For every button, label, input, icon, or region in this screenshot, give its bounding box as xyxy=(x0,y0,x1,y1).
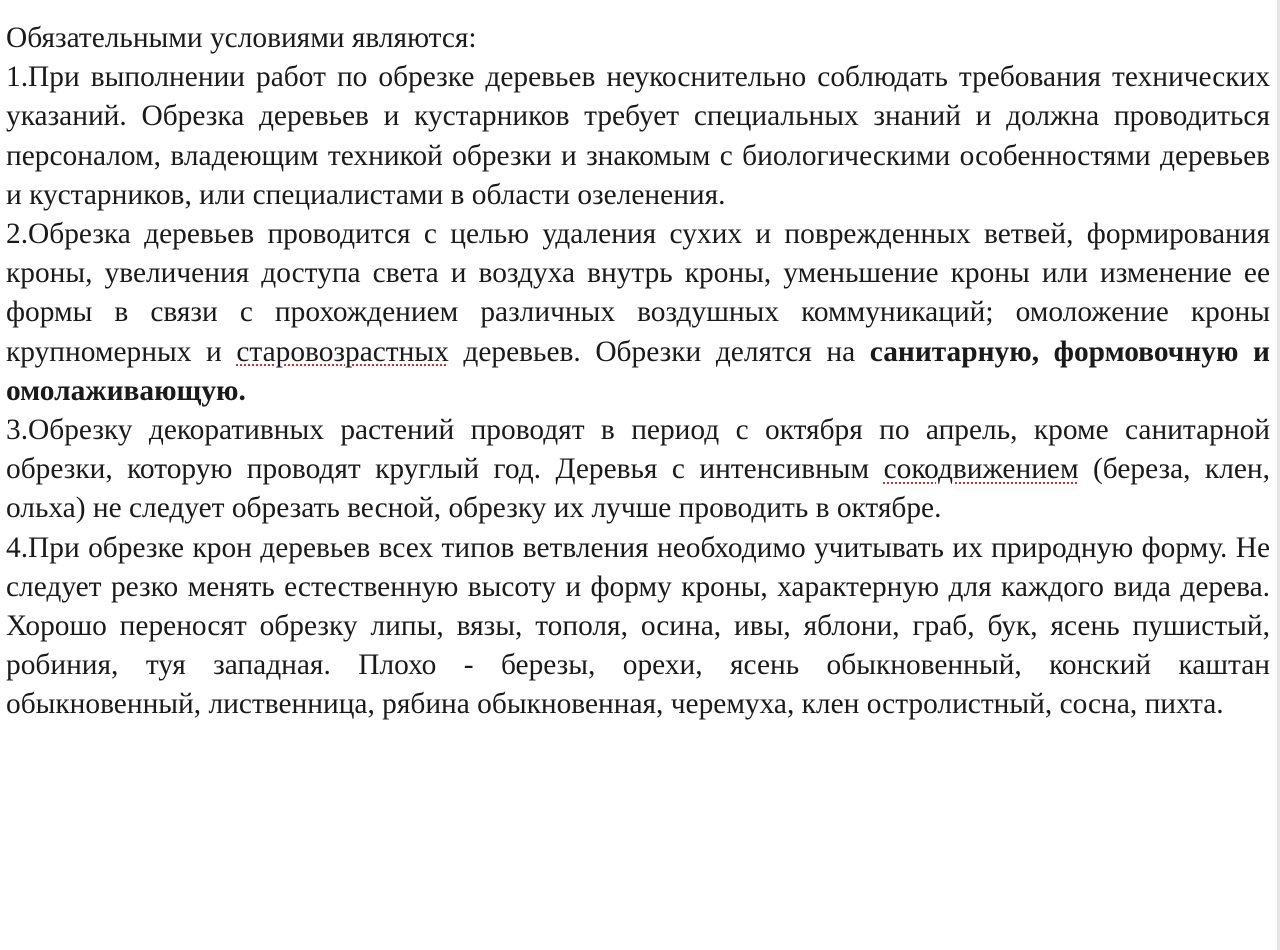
paragraph-2 xyxy=(6,215,1270,411)
paragraph-2-text-a: 2.Обрезка деревьев проводится с целью удаления сухих и поврежденных ветвей, формирования кроны, увеличения доступа света и воздуха внутрь кроны, уменьшение кроны или изменение ее формы в связи с прохождением различных воздушных коммуникаций; омоложение кроны крупномерных и xyxy=(6,218,1270,368)
paragraph-3-text-b: (береза, клен, ольха) не следует обрезать весной, обрезку их лучше проводить в октябре. xyxy=(6,453,1270,525)
misspelled-word-sokodvizheniem[interactable]: сокодвижением xyxy=(883,453,1079,486)
paragraph-4: 4.При обрезке крон деревьев всех типов ветвления необходимо учитывать их природную форму. Не следует резко менять естественную высоту и форму кроны, характерную для каждого вида дерева. Хорошо переносят обрезку липы, вязы, тополя, осина, ивы, яблони, граб, бук, ясень пушистый, робиния, туя западная. Плохо - березы, орехи, ясень обыкновенный, конский каштан обыкновенный, лиственница, рябина обыкновенная, черемуха, клен остролистный, сосна, пихта. xyxy=(6,531,1270,721)
pruning-types-bold: санитарную, формовочную и омолаживающую. xyxy=(6,335,1270,407)
document-heading: Обязательными условиями являются: xyxy=(6,22,477,54)
document-body xyxy=(6,19,1270,725)
paragraph-3 xyxy=(6,411,1270,529)
paragraph-1: 1.При выполнении работ по обрезке деревьев неукоснительно соблюдать требования технических указаний. Обрезка деревьев и кустарников требует специальных знаний и должна проводиться персоналом, владеющим техникой обрезки и знакомым с биологическими особенностями деревьев и кустарников, или специалистами в области озеленения. xyxy=(6,61,1270,211)
misspelled-word-starovozrastnykh[interactable]: старовозрастных xyxy=(236,335,449,368)
paragraph-3-text-a: 3.Обрезку декоративных растений проводят в период с октября по апрель, кроме санитарной обрезки, которую проводят круглый год. Деревья с интенсивным xyxy=(6,414,1270,486)
paragraph-2-text-b: деревьев. Обрезки делятся на xyxy=(448,335,870,368)
